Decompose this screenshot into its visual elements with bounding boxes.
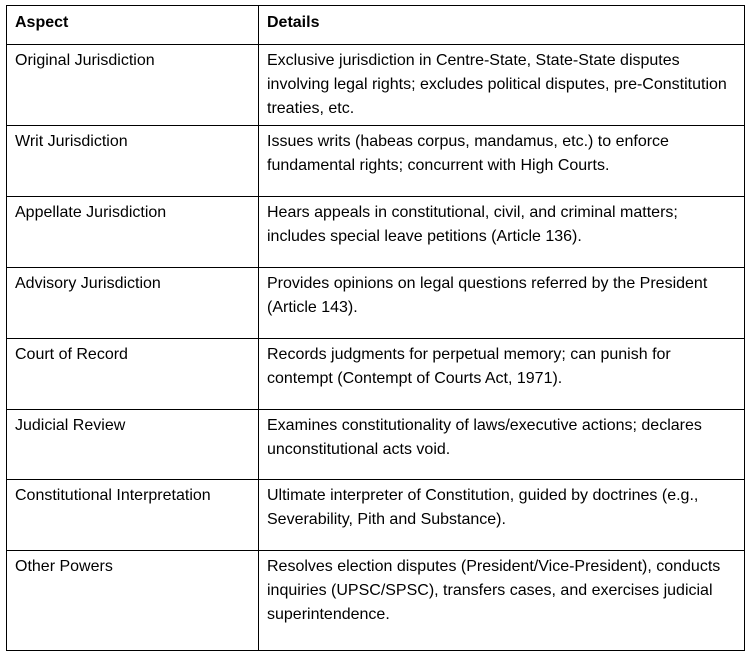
aspect-cell: Judicial Review [7, 410, 259, 480]
details-cell: Issues writs (habeas corpus, mandamus, etc.) to enforce fundamental rights; concurrent with High Courts. [259, 126, 745, 197]
column-header-details: Details [259, 6, 745, 45]
table-header-row [7, 6, 745, 45]
aspect-cell: Advisory Jurisdiction [7, 268, 259, 339]
details-cell: Exclusive jurisdiction in Centre-State, State-State disputes involving legal rights; excludes political disputes, pre-Constitution treaties, etc. [259, 45, 745, 126]
table-row [7, 551, 745, 651]
aspect-cell: Writ Jurisdiction [7, 126, 259, 197]
details-cell: Resolves election disputes (President/Vice-President), conducts inquiries (UPSC/SPSC), transfers cases, and exercises judicial superintendence. [259, 551, 745, 651]
column-header-aspect: Aspect [7, 6, 259, 45]
details-cell: Examines constitutionality of laws/executive actions; declares unconstitutional acts void. [259, 410, 745, 480]
jurisdiction-table [6, 5, 745, 651]
jurisdiction-table-container [6, 5, 744, 651]
aspect-cell: Original Jurisdiction [7, 45, 259, 126]
details-cell: Records judgments for perpetual memory; can punish for contempt (Contempt of Courts Act, 1971). [259, 339, 745, 410]
details-cell: Ultimate interpreter of Constitution, guided by doctrines (e.g., Severability, Pith and Substance). [259, 480, 745, 551]
table-row [7, 45, 745, 126]
aspect-cell: Court of Record [7, 339, 259, 410]
aspect-cell: Other Powers [7, 551, 259, 651]
aspect-cell: Constitutional Interpretation [7, 480, 259, 551]
aspect-cell: Appellate Jurisdiction [7, 197, 259, 268]
details-cell: Provides opinions on legal questions referred by the President (Article 143). [259, 268, 745, 339]
table-row [7, 126, 745, 197]
table-row [7, 197, 745, 268]
table-row [7, 480, 745, 551]
table-row [7, 410, 745, 480]
details-cell: Hears appeals in constitutional, civil, and criminal matters; includes special leave petitions (Article 136). [259, 197, 745, 268]
table-row [7, 268, 745, 339]
table-row [7, 339, 745, 410]
